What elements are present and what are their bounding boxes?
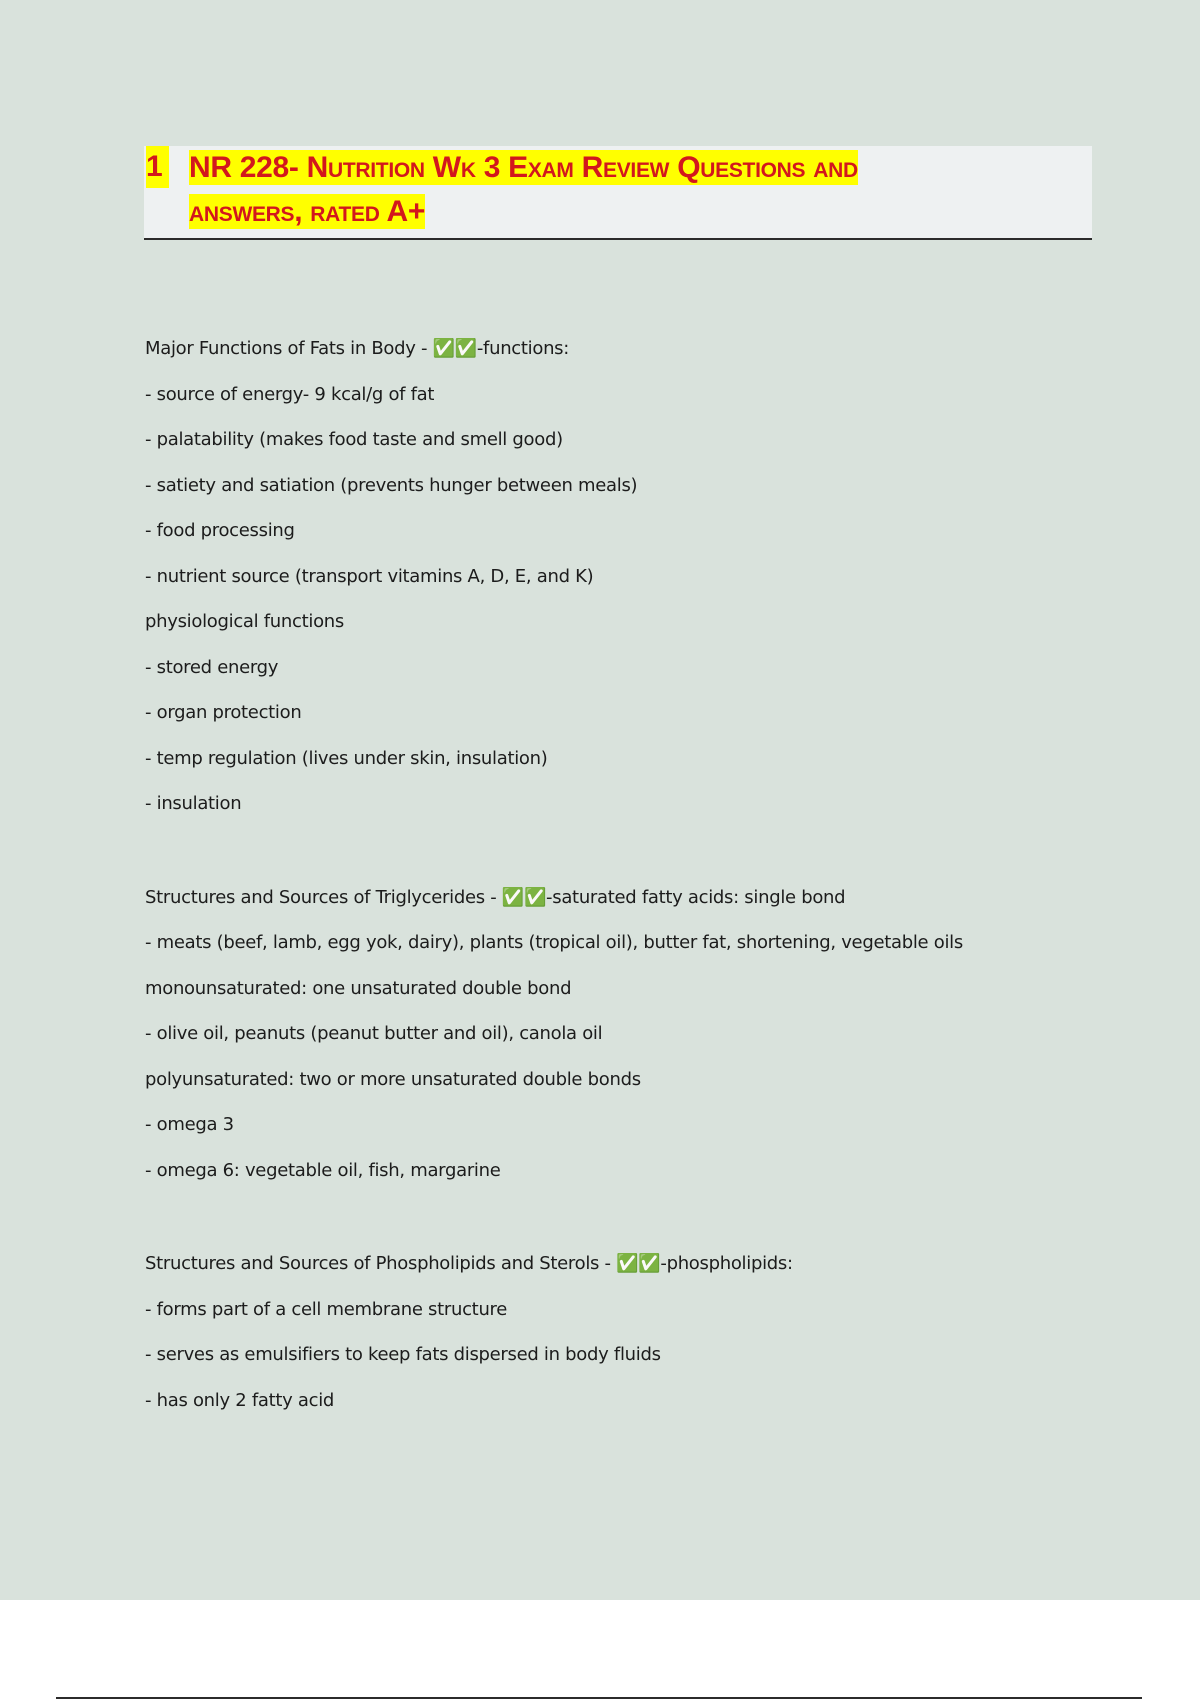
document-content <box>145 326 1105 1423</box>
section-spacer <box>145 1193 1105 1241</box>
title-line-2: answers, rated A+ <box>189 195 426 228</box>
text-line: - omega 6: vegetable oil, fish, margarine <box>145 1159 501 1181</box>
text-line: - source of energy- 9 kcal/g of fat <box>145 383 435 405</box>
text-line: monounsaturated: one unsaturated double bond <box>145 977 572 999</box>
text-line: - serves as emulsifiers to keep fats dispersed in body fluids <box>145 1344 661 1365</box>
section-fat-functions <box>145 326 1105 827</box>
text-line: - satiety and satiation (prevents hunger between meals) <box>145 474 638 496</box>
section-phospholipids <box>145 1241 1105 1423</box>
heading-number: 1 <box>146 146 169 188</box>
text-line: - temp regulation (lives under skin, insulation) <box>145 747 548 769</box>
text-line: - forms part of a cell membrane structure <box>145 1298 508 1320</box>
page-title <box>189 146 1089 234</box>
title-line-1: NR 228- Nutrition Wk 3 Exam Review Questions and <box>189 151 858 184</box>
section-spacer <box>145 827 1105 875</box>
footer-divider <box>56 1697 1142 1699</box>
text-line: - nutrient source (transport vitamins A, D, E, and K) <box>145 565 594 587</box>
text-line: - olive oil, peanuts (peanut butter and oil), canola oil <box>145 1023 603 1044</box>
text-line: - omega 3 <box>145 1114 234 1135</box>
section-triglycerides <box>145 875 1105 1194</box>
text-line: - meats (beef, lamb, egg yok, dairy), plants (tropical oil), butter fat, shortening, vegetable oils <box>145 932 963 953</box>
text-line: - has only 2 fatty acid <box>145 1389 335 1411</box>
text-line: - insulation <box>145 793 242 814</box>
text-line: - organ protection <box>145 702 302 723</box>
text-line: polyunsaturated: two or more unsaturated double bonds <box>145 1068 641 1090</box>
text-line: - palatability (makes food taste and smell good) <box>145 429 563 450</box>
text-line: - stored energy <box>145 656 279 678</box>
text-line: Major Functions of Fats in Body - ✅✅-functions: <box>145 338 570 359</box>
text-line: Structures and Sources of Triglycerides - ✅✅-saturated fatty acids: single bond <box>145 886 846 908</box>
text-line: Structures and Sources of Phospholipids and Sterols - ✅✅-phospholipids: <box>145 1253 793 1274</box>
text-line: physiological functions <box>145 611 344 632</box>
text-line: - food processing <box>145 520 295 541</box>
